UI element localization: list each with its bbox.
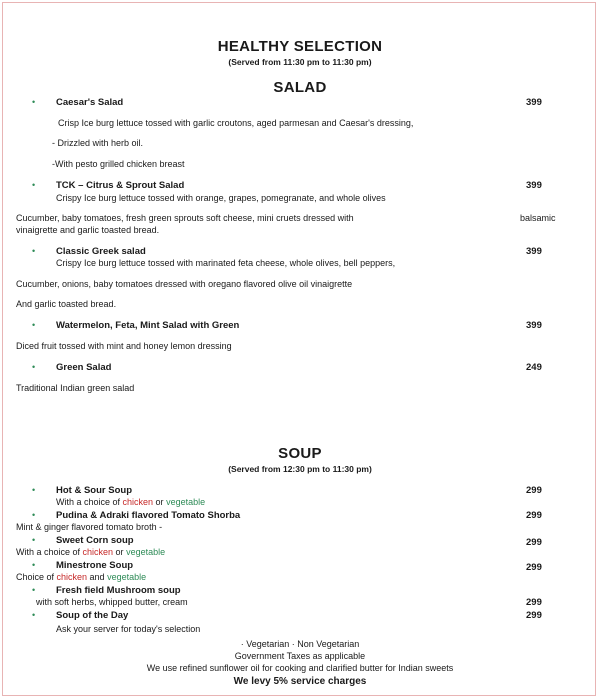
bullet-icon: •: [32, 320, 36, 330]
item-name: Soup of the Day: [56, 610, 129, 621]
item-name: Hot & Sour Soup: [56, 485, 132, 496]
item-price: 299: [526, 597, 542, 608]
item-name: Watermelon, Feta, Mint Salad with Green: [56, 320, 240, 331]
item-price: 399: [526, 246, 542, 257]
item-price: 299: [526, 562, 542, 573]
bullet-icon: •: [32, 510, 36, 520]
item-description: Crispy Ice burg lettuce tossed with orange, grapes, pomegranate, and whole olives: [56, 193, 386, 203]
item-description: vinaigrette and garlic toasted bread.: [16, 225, 160, 235]
taxes-note: Government Taxes as applicable: [234, 651, 366, 661]
veg-option: vegetable: [126, 547, 166, 557]
served-hours: (Served from 11:30 pm to 11:30 pm): [228, 57, 372, 67]
nonveg-option: chicken: [122, 497, 154, 507]
bullet-icon: •: [32, 535, 36, 545]
veg-option: vegetable: [107, 572, 147, 582]
item-price: 299: [526, 610, 542, 621]
bullet-icon: •: [32, 560, 36, 570]
item-price: 299: [526, 537, 542, 548]
item-price: 399: [526, 180, 542, 191]
oil-note: We use refined sunflower oil for cooking and clarified butter for Indian sweets: [146, 663, 454, 673]
bullet-icon: •: [32, 610, 36, 620]
item-name: Pudina & Adraki flavored Tomato Shorba: [56, 510, 241, 521]
item-description: With a choice of chicken or vegetable: [16, 547, 166, 557]
bullet-icon: •: [32, 485, 36, 495]
soup-served-hours: (Served from 12:30 pm to 11:30 pm): [228, 464, 372, 474]
bullet-icon: •: [32, 97, 36, 107]
item-description: Ask your server for today's selection: [56, 624, 201, 634]
item-description: Cucumber, onions, baby tomatoes dressed with oregano flavored olive oil vinaigrette: [16, 279, 353, 289]
item-price: 299: [526, 510, 542, 521]
item-price: 399: [526, 320, 542, 331]
bullet-icon: •: [32, 180, 36, 190]
item-name: Classic Greek salad: [56, 246, 146, 257]
salad-heading: SALAD: [273, 79, 327, 96]
item-description: Crisp Ice burg lettuce tossed with garlic croutons, aged parmesan and Caesar's dressing,: [58, 118, 414, 128]
bullet-icon: •: [32, 362, 36, 372]
item-name: Sweet Corn soup: [56, 535, 134, 546]
veg-option: vegetable: [166, 497, 206, 507]
item-price: 299: [526, 485, 542, 496]
item-name: Fresh field Mushroom soup: [56, 585, 181, 596]
item-description: Crispy Ice burg lettuce tossed with marinated feta cheese, whole olives, bell peppers,: [56, 258, 396, 268]
service-charge-note: We levy 5% service charges: [233, 676, 367, 687]
item-name: Green Salad: [56, 362, 112, 373]
item-description: Choice of chicken and vegetable: [16, 572, 147, 582]
item-name: TCK – Citrus & Sprout Salad: [56, 180, 185, 191]
item-description: balsamic: [520, 213, 556, 223]
item-description: And garlic toasted bread.: [16, 299, 117, 309]
item-description: Mint & ginger flavored tomato broth -: [16, 522, 163, 532]
item-description: -With pesto grilled chicken breast: [52, 159, 185, 169]
item-description: Diced fruit tossed with mint and honey lemon dressing: [16, 341, 232, 351]
item-price: 399: [526, 97, 542, 108]
soup-heading: SOUP: [278, 445, 322, 462]
nonveg-option: chicken: [82, 547, 114, 557]
item-name: Caesar's Salad: [56, 97, 124, 108]
item-description: With a choice of chicken or vegetable: [56, 497, 206, 507]
nonveg-option: chicken: [56, 572, 88, 582]
item-description: - Drizzled with herb oil.: [52, 138, 144, 148]
item-name: Minestrone Soup: [56, 560, 134, 571]
bullet-icon: •: [32, 246, 36, 256]
menu-title: HEALTHY SELECTION: [217, 38, 383, 55]
item-description: Traditional Indian green salad: [16, 383, 135, 393]
bullet-icon: •: [32, 585, 36, 595]
item-description: Cucumber, baby tomatoes, fresh green sprouts soft cheese, mini cruets dressed with: [16, 213, 354, 223]
item-description: with soft herbs, whipped butter, cream: [36, 597, 188, 607]
diet-legend: · Vegetarian · Non Vegetarian: [240, 639, 360, 649]
item-price: 249: [526, 362, 542, 373]
